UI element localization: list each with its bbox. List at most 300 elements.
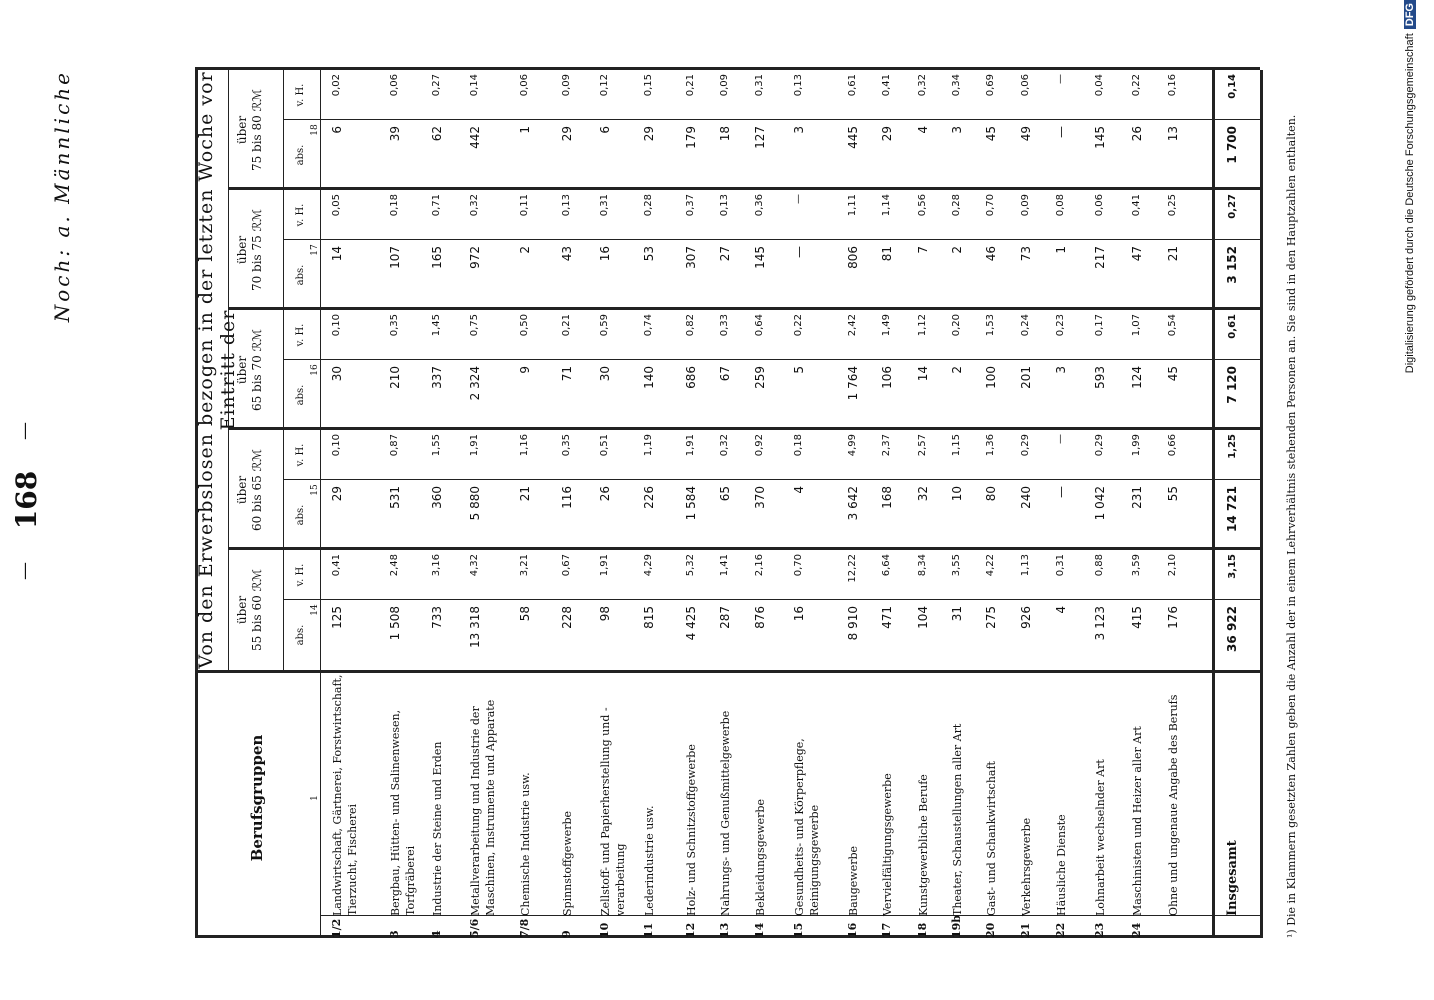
pct-value: 2,57 [917, 434, 928, 457]
abs-value: 45 [984, 126, 998, 142]
pct-value: 0,31 [599, 194, 610, 217]
abs-value: 71 [560, 366, 574, 382]
pct-value: 0,36 [754, 194, 765, 217]
abs-value: 73 [1019, 246, 1033, 262]
abs-value: 14 [916, 366, 930, 382]
pct-value: 0,66 [1167, 434, 1178, 457]
pct-value: 0,08 [1055, 194, 1066, 217]
pct-value: 1,91 [599, 554, 610, 577]
abs-value: 9 [518, 366, 532, 374]
pct-value: 0,22 [1131, 74, 1142, 97]
total-pct: 0,61 [1227, 314, 1238, 339]
column-label: 65 bis 70 ℛℳ [250, 328, 264, 412]
group-code: 9 [560, 930, 573, 938]
column-number: 17 [310, 244, 320, 256]
pct-value: 12,22 [847, 554, 858, 583]
abs-value: 39 [388, 126, 402, 142]
pct-value: 0,75 [469, 314, 480, 337]
abs-value: 275 [984, 606, 998, 629]
row-label: Verkehrsgewerbe [1020, 817, 1033, 916]
page-dash-right: — [14, 422, 35, 440]
abs-value: 201 [1019, 366, 1033, 389]
abs-value: 531 [388, 486, 402, 509]
total-abs: 36 922 [1225, 606, 1239, 652]
table-bottom-rule [1260, 70, 1263, 938]
pct-value: 4,32 [469, 554, 480, 577]
stub-colnum: 1 [310, 795, 320, 801]
group-code: 23 [1093, 922, 1106, 938]
group-code: 24 [1130, 922, 1143, 938]
abs-value: 259 [753, 366, 767, 389]
pct-value: 1,12 [917, 314, 928, 337]
pct-value: 1,45 [431, 314, 442, 337]
pct-value: 2,48 [389, 554, 400, 577]
digitization-credit [1404, 0, 1416, 1000]
pct-header: v. H. [295, 323, 306, 347]
abs-value: 29 [330, 486, 344, 502]
abs-value: 125 [330, 606, 344, 629]
abs-value: 4 [792, 486, 806, 494]
abs-value: — [1054, 126, 1068, 138]
abs-value: 217 [1093, 246, 1107, 269]
pct-value: 1,99 [1131, 434, 1142, 457]
pct-value: 0,29 [1020, 434, 1031, 457]
abs-value: 31 [950, 606, 964, 622]
pct-value: 0,06 [519, 74, 530, 97]
abs-value: 442 [468, 126, 482, 149]
row-label: Vervielfältigungsgewerbe [881, 773, 894, 916]
abs-value: 1 508 [388, 606, 402, 641]
column-label: 70 bis 75 ℛℳ [250, 208, 264, 292]
pct-header: v. H. [295, 443, 306, 467]
row-label: Häusliche Dienste [1055, 814, 1068, 916]
row-label: Gesundheits- und Körperpflege, Reinigungsgewerbe [793, 738, 821, 916]
abs-value: 67 [718, 366, 732, 382]
pct-value: 1,91 [685, 434, 696, 457]
pct-value: 0,28 [643, 194, 654, 217]
abs-value: 140 [642, 366, 656, 389]
total-abs: 3 152 [1225, 246, 1239, 284]
abs-value: 53 [642, 246, 656, 262]
group-code: 3 [388, 930, 401, 938]
abs-value: 29 [880, 126, 894, 142]
abs-value: 80 [984, 486, 998, 502]
pct-value: 0,06 [389, 74, 400, 97]
abs-value: 116 [560, 486, 574, 509]
pct-value: 0,06 [1020, 74, 1031, 97]
pct-value: 2,37 [881, 434, 892, 457]
abs-value: 13 318 [468, 606, 482, 648]
abs-value: 3 642 [846, 486, 860, 521]
abs-header: abs. [295, 264, 306, 286]
pct-value: 0,59 [599, 314, 610, 337]
row-label: Baugewerbe [847, 845, 860, 916]
pct-header: v. H. [295, 83, 306, 107]
row-label: Zellstoff- und Papierherstellung und -verarbeitung [599, 707, 627, 916]
pct-value: 0,10 [331, 314, 342, 337]
abs-value: 127 [753, 126, 767, 149]
pct-value: 0,74 [643, 314, 654, 337]
pct-value: 0,32 [917, 74, 928, 97]
abs-value: 733 [430, 606, 444, 629]
group-code: 10 [598, 922, 611, 938]
abs-value: 176 [1166, 606, 1180, 629]
group-code: 13 [718, 922, 731, 938]
group-code: 14 [753, 922, 766, 938]
abs-value: 240 [1019, 486, 1033, 509]
page-number: 168 [10, 470, 43, 530]
pct-value: 0,92 [754, 434, 765, 457]
pct-value: 1,53 [985, 314, 996, 337]
pct-value: 6,64 [881, 554, 892, 577]
stub-header: Berufsgruppen [248, 734, 266, 862]
pct-value: 0,09 [1020, 194, 1031, 217]
row-label: Bergbau, Hütten- und Salinenwesen, Torfgräberei [389, 709, 417, 916]
total-pct: 0,27 [1227, 194, 1238, 219]
abs-value: 30 [598, 366, 612, 382]
abs-value: 27 [718, 246, 732, 262]
abs-value: 32 [916, 486, 930, 502]
abs-value: 228 [560, 606, 574, 629]
abs-value: 8 910 [846, 606, 860, 641]
group-code: 1/2 [330, 918, 343, 938]
sub-divider [283, 359, 1260, 360]
abs-value: 55 [1166, 486, 1180, 502]
pct-value: 1,91 [469, 434, 480, 457]
column-label: 75 bis 80 ℛℳ [250, 88, 264, 172]
column-number: 15 [310, 484, 320, 496]
pct-value: 0,11 [519, 194, 530, 217]
pct-value: 0,04 [1094, 74, 1105, 97]
pct-value: 0,70 [793, 554, 804, 577]
total-label: Insgesamt [1225, 840, 1240, 916]
credit-text: Digitalisierung gefördert durch die Deutsche Forschungsgemeinschaft [1404, 33, 1416, 374]
pct-value: 2,16 [754, 554, 765, 577]
abs-value: 4 [1054, 606, 1068, 614]
row-label: Ohne und ungenaue Angabe des Berufs [1167, 694, 1180, 916]
pct-value: 1,36 [985, 434, 996, 457]
abs-value: 1 584 [684, 486, 698, 521]
grp-divider [320, 915, 1260, 916]
pct-header: v. H. [295, 203, 306, 227]
total-abs: 7 120 [1225, 366, 1239, 404]
sub-divider [283, 599, 1260, 600]
row-label: Industrie der Steine und Erden [431, 741, 444, 916]
pct-value: 1,11 [847, 194, 858, 217]
pct-value: 0,15 [643, 74, 654, 97]
abs-header: abs. [295, 624, 306, 646]
pct-value: 0,33 [719, 314, 730, 337]
abs-value: 3 [792, 126, 806, 134]
abs-value: 45 [1166, 366, 1180, 382]
abs-value: 445 [846, 126, 860, 149]
abs-value: — [792, 246, 806, 258]
abs-value: 3 [1054, 366, 1068, 374]
abs-value: 593 [1093, 366, 1107, 389]
pct-value: — [1055, 74, 1066, 84]
pct-value: 1,07 [1131, 314, 1142, 337]
pct-value: 0,18 [389, 194, 400, 217]
pct-value: 0,41 [1131, 194, 1142, 217]
abs-value: 168 [880, 486, 894, 509]
pct-value: 0,22 [793, 314, 804, 337]
pct-value: 0,70 [985, 194, 996, 217]
pct-value: 4,29 [643, 554, 654, 577]
column-top: über [235, 355, 249, 385]
pct-value: 0,21 [561, 314, 572, 337]
pct-value: 0,25 [1167, 194, 1178, 217]
abs-value: 16 [792, 606, 806, 622]
pct-value: 8,34 [917, 554, 928, 577]
pct-value: 0,35 [561, 434, 572, 457]
pct-value: 0,61 [847, 74, 858, 97]
pct-value: 0,27 [431, 74, 442, 97]
pct-value: 0,31 [754, 74, 765, 97]
column-number: 14 [310, 604, 320, 616]
total-abs: 1 700 [1225, 126, 1239, 164]
abs-value: 2 [950, 366, 964, 374]
pct-value: 0,35 [389, 314, 400, 337]
abs-value: 47 [1130, 246, 1144, 262]
group-code: 16 [846, 922, 859, 938]
abs-header: abs. [295, 144, 306, 166]
row-label: Lohnarbeit wechselnder Art [1094, 759, 1107, 916]
pct-value: 2,10 [1167, 554, 1178, 577]
pct-value: 0,32 [719, 434, 730, 457]
group-code: 4 [430, 930, 443, 938]
total-pct: 3,15 [1227, 554, 1238, 579]
pct-value: 0,64 [754, 314, 765, 337]
abs-value: 16 [598, 246, 612, 262]
abs-value: 2 [950, 246, 964, 254]
row-label: Theater, Schaustellungen aller Art [951, 723, 964, 916]
abs-value: 29 [560, 126, 574, 142]
pct-value: 0,67 [561, 554, 572, 577]
pct-value: 5,32 [685, 554, 696, 577]
row-label: Spinnstoffgewerbe [561, 810, 574, 916]
header-bottom-rule [320, 70, 321, 938]
pct-value: 0,10 [331, 434, 342, 457]
abs-value: 13 [1166, 126, 1180, 142]
abs-value: 58 [518, 606, 532, 622]
group-code: 19b [950, 915, 963, 938]
abs-value: 7 [916, 246, 930, 254]
column-label: 55 bis 60 ℛℳ [250, 568, 264, 652]
column-label: 60 bis 65 ℛℳ [250, 448, 264, 532]
pct-value: 0,41 [881, 74, 892, 97]
pct-value: 0,12 [599, 74, 610, 97]
abs-value: 179 [684, 126, 698, 149]
abs-value: — [1054, 486, 1068, 498]
pct-value: 0,02 [331, 74, 342, 97]
abs-value: 98 [598, 606, 612, 622]
pct-value: 0,71 [431, 194, 442, 217]
abs-value: 287 [718, 606, 732, 629]
sub-divider [283, 119, 1260, 120]
group-code: 5/6 [468, 918, 481, 938]
abs-value: 46 [984, 246, 998, 262]
abs-value: 815 [642, 606, 656, 629]
abs-value: 6 [330, 126, 344, 134]
abs-value: 100 [984, 366, 998, 389]
pct-value: 0,18 [793, 434, 804, 457]
pct-value: 1,41 [719, 554, 730, 577]
pct-value: 0,28 [951, 194, 962, 217]
group-code: 7/8 [518, 918, 531, 938]
abs-value: 806 [846, 246, 860, 269]
row-label: Metallverarbeitung und Industrie der Maschinen, Instrumente und Apparate [469, 699, 497, 916]
pct-value: 1,49 [881, 314, 892, 337]
table-subtitle: Noch: a. Männliche [50, 70, 74, 323]
pct-value: 1,16 [519, 434, 530, 457]
pct-header: v. H. [295, 563, 306, 587]
pct-value: 3,55 [951, 554, 962, 577]
abs-value: 307 [684, 246, 698, 269]
sub-divider [283, 239, 1260, 240]
abs-value: 370 [753, 486, 767, 509]
abs-value: 62 [430, 126, 444, 142]
row-label: Holz- und Schnitzstoffgewerbe [685, 744, 698, 916]
abs-value: 18 [718, 126, 732, 142]
pct-value: 3,16 [431, 554, 442, 577]
row-label: Landwirtschaft, Gärtnerei, Forstwirtschaft, Tierzucht, Fischerei [331, 674, 359, 916]
pct-value: 0,32 [469, 194, 480, 217]
pct-value: 4,22 [985, 554, 996, 577]
title-rule [228, 68, 229, 670]
abs-header: abs. [295, 384, 306, 406]
abs-value: 1 [518, 126, 532, 134]
page-dash-left: — [14, 562, 35, 580]
abs-value: 1 [1054, 246, 1068, 254]
abs-value: 145 [1093, 126, 1107, 149]
pct-value: 0,09 [719, 74, 730, 97]
abs-value: 65 [718, 486, 732, 502]
pct-value: 0,50 [519, 314, 530, 337]
row-label: Maschinisten und Heizer aller Art [1131, 726, 1144, 916]
pct-value: 0,23 [1055, 314, 1066, 337]
pct-value: 4,99 [847, 434, 858, 457]
abs-value: 4 [916, 126, 930, 134]
row-label: Chemische Industrie usw. [519, 772, 532, 916]
abs-value: 972 [468, 246, 482, 269]
abs-value: 226 [642, 486, 656, 509]
abs-value: 3 123 [1093, 606, 1107, 641]
group-code: 21 [1019, 922, 1032, 938]
abs-value: 49 [1019, 126, 1033, 142]
pct-value: 3,21 [519, 554, 530, 577]
abs-value: 26 [598, 486, 612, 502]
row-label: Nahrungs- und Genußmittelgewerbe [719, 710, 732, 916]
abs-value: 686 [684, 366, 698, 389]
pct-value: 0,14 [469, 74, 480, 97]
pct-value: — [793, 194, 804, 204]
pct-value: 0,13 [719, 194, 730, 217]
column-top: über [235, 235, 249, 265]
abs-value: 14 [330, 246, 344, 262]
pct-value: 0,37 [685, 194, 696, 217]
total-pct: 1,25 [1227, 434, 1238, 459]
abs-value: 3 [950, 126, 964, 134]
column-number: 18 [310, 124, 320, 136]
sub-divider [283, 479, 1260, 480]
pct-value: 0,17 [1094, 314, 1105, 337]
pct-value: 0,06 [1094, 194, 1105, 217]
abs-value: 1 042 [1093, 486, 1107, 521]
table-title: Von den Erwerbslosen bezogen in der letzten Woche vor Eintritt der [195, 71, 239, 669]
pct-value: — [1055, 434, 1066, 444]
abs-value: 26 [1130, 126, 1144, 142]
abs-value: 124 [1130, 366, 1144, 389]
pct-value: 0,24 [1020, 314, 1031, 337]
abs-value: 30 [330, 366, 344, 382]
group-code: 12 [684, 922, 697, 938]
column-top: über [235, 595, 249, 625]
pct-value: 0,29 [1094, 434, 1105, 457]
abs-value: 471 [880, 606, 894, 629]
abs-value: 6 [598, 126, 612, 134]
pct-value: 0,20 [951, 314, 962, 337]
footnote: ¹) Die in Klammern gesetzten Zahlen geben die Anzahl der in einem Lehrverhältnis stehenden Personen an. Sie sind in den Hauptzahlen enthalten. [1285, 114, 1298, 938]
pct-value: 0,05 [331, 194, 342, 217]
row-label: Gast- und Schankwirtschaft [985, 761, 998, 916]
pct-value: 1,14 [881, 194, 892, 217]
pct-value: 0,56 [917, 194, 928, 217]
abs-value: 210 [388, 366, 402, 389]
abs-value: 145 [753, 246, 767, 269]
abs-value: 1 764 [846, 366, 860, 401]
right-border [195, 67, 1260, 70]
column-top: über [235, 115, 249, 145]
abs-header: abs. [295, 504, 306, 526]
abs-value: 165 [430, 246, 444, 269]
column-number: 16 [310, 364, 320, 376]
pct-value: 0,13 [793, 74, 804, 97]
row-label: Lederindustrie usw. [643, 805, 656, 916]
abs-value: 2 [518, 246, 532, 254]
abs-value: 2 324 [468, 366, 482, 401]
group-code: 11 [642, 922, 655, 938]
row-label: Bekleidungsgewerbe [754, 799, 767, 916]
abs-value: 5 880 [468, 486, 482, 521]
pct-value: 1,13 [1020, 554, 1031, 577]
abs-value: 360 [430, 486, 444, 509]
abs-value: 43 [560, 246, 574, 262]
abs-value: 5 [792, 366, 806, 374]
total-abs: 14 721 [1225, 486, 1239, 532]
pct-value: 0,41 [331, 554, 342, 577]
abs-value: 106 [880, 366, 894, 389]
group-code: 15 [792, 922, 805, 938]
abs-value: 876 [753, 606, 767, 629]
pct-value: 2,42 [847, 314, 858, 337]
pct-value: 0,09 [561, 74, 572, 97]
subhead-rule [283, 70, 284, 670]
abs-value: 231 [1130, 486, 1144, 509]
pct-value: 1,55 [431, 434, 442, 457]
pct-value: 3,59 [1131, 554, 1142, 577]
pct-value: 0,69 [985, 74, 996, 97]
total-rule [1212, 70, 1215, 938]
group-code: 22 [1054, 922, 1067, 938]
pct-value: 0,13 [561, 194, 572, 217]
abs-value: 4 425 [684, 606, 698, 641]
group-code: 18 [916, 922, 929, 938]
abs-value: 29 [642, 126, 656, 142]
pct-value: 0,16 [1167, 74, 1178, 97]
dfg-logo: DFG [1404, 0, 1416, 29]
pct-value: 0,31 [1055, 554, 1066, 577]
column-top: über [235, 475, 249, 505]
